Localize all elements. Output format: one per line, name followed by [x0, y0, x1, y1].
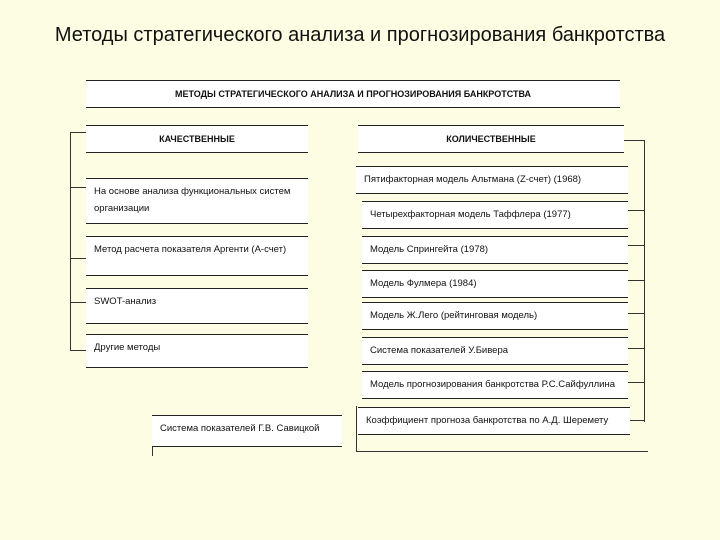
quantitative-item: Четырехфакторная модель Таффлера (1977): [362, 201, 628, 229]
connector-left: [70, 132, 71, 350]
connector-right-2: [628, 245, 644, 246]
qualitative-item: Другие методы: [86, 334, 308, 368]
connector-bottom-base: [356, 451, 648, 452]
connector-right-3: [628, 280, 644, 281]
quantitative-item: Коэффициент прогноза банкротства по А.Д. Шеремету: [358, 407, 630, 435]
slide-title: Методы стратегического анализа и прогнозирования банкротства: [54, 24, 666, 46]
qualitative-item: Метод расчета показателя Аргенти (А-счет): [86, 236, 308, 276]
connector-right: [644, 140, 645, 422]
qualitative-item: SWOT-анализ: [86, 288, 308, 324]
connector-right-7: [628, 420, 644, 421]
connector-right-6: [628, 382, 644, 383]
qualitative-item: На основе анализа функциональных систем организации: [86, 178, 308, 224]
quantitative-item: Модель прогнозирования банкротства Р.С.Сайфуллина: [362, 371, 628, 399]
connector-right-1: [628, 210, 644, 211]
quantitative-item: Модель Фулмера (1984): [362, 270, 628, 298]
quantitative-item: Модель Ж.Лего (рейтинговая модель): [362, 302, 628, 330]
qualitative-header: КАЧЕСТВЕННЫЕ: [86, 125, 308, 153]
quantitative-item: Пятифакторная модель Альтмана (Z-счет) (1968): [356, 166, 628, 194]
connector-right-4: [628, 313, 644, 314]
connector-bottom-right: [356, 406, 357, 452]
connector-right-top: [624, 140, 644, 141]
root-node: МЕТОДЫ СТРАТЕГИЧЕСКОГО АНАЛИЗА И ПРОГНОЗИРОВАНИЯ БАНКРОТСТВА: [86, 80, 620, 108]
quantitative-item: Модель Спрингейта (1978): [362, 236, 628, 264]
connector-right-5: [628, 348, 644, 349]
quantitative-item: Система показателей У.Бивера: [362, 337, 628, 365]
quantitative-header: КОЛИЧЕСТВЕННЫЕ: [358, 125, 624, 153]
bottom-node: Система показателей Г.В. Савицкой: [152, 415, 342, 447]
